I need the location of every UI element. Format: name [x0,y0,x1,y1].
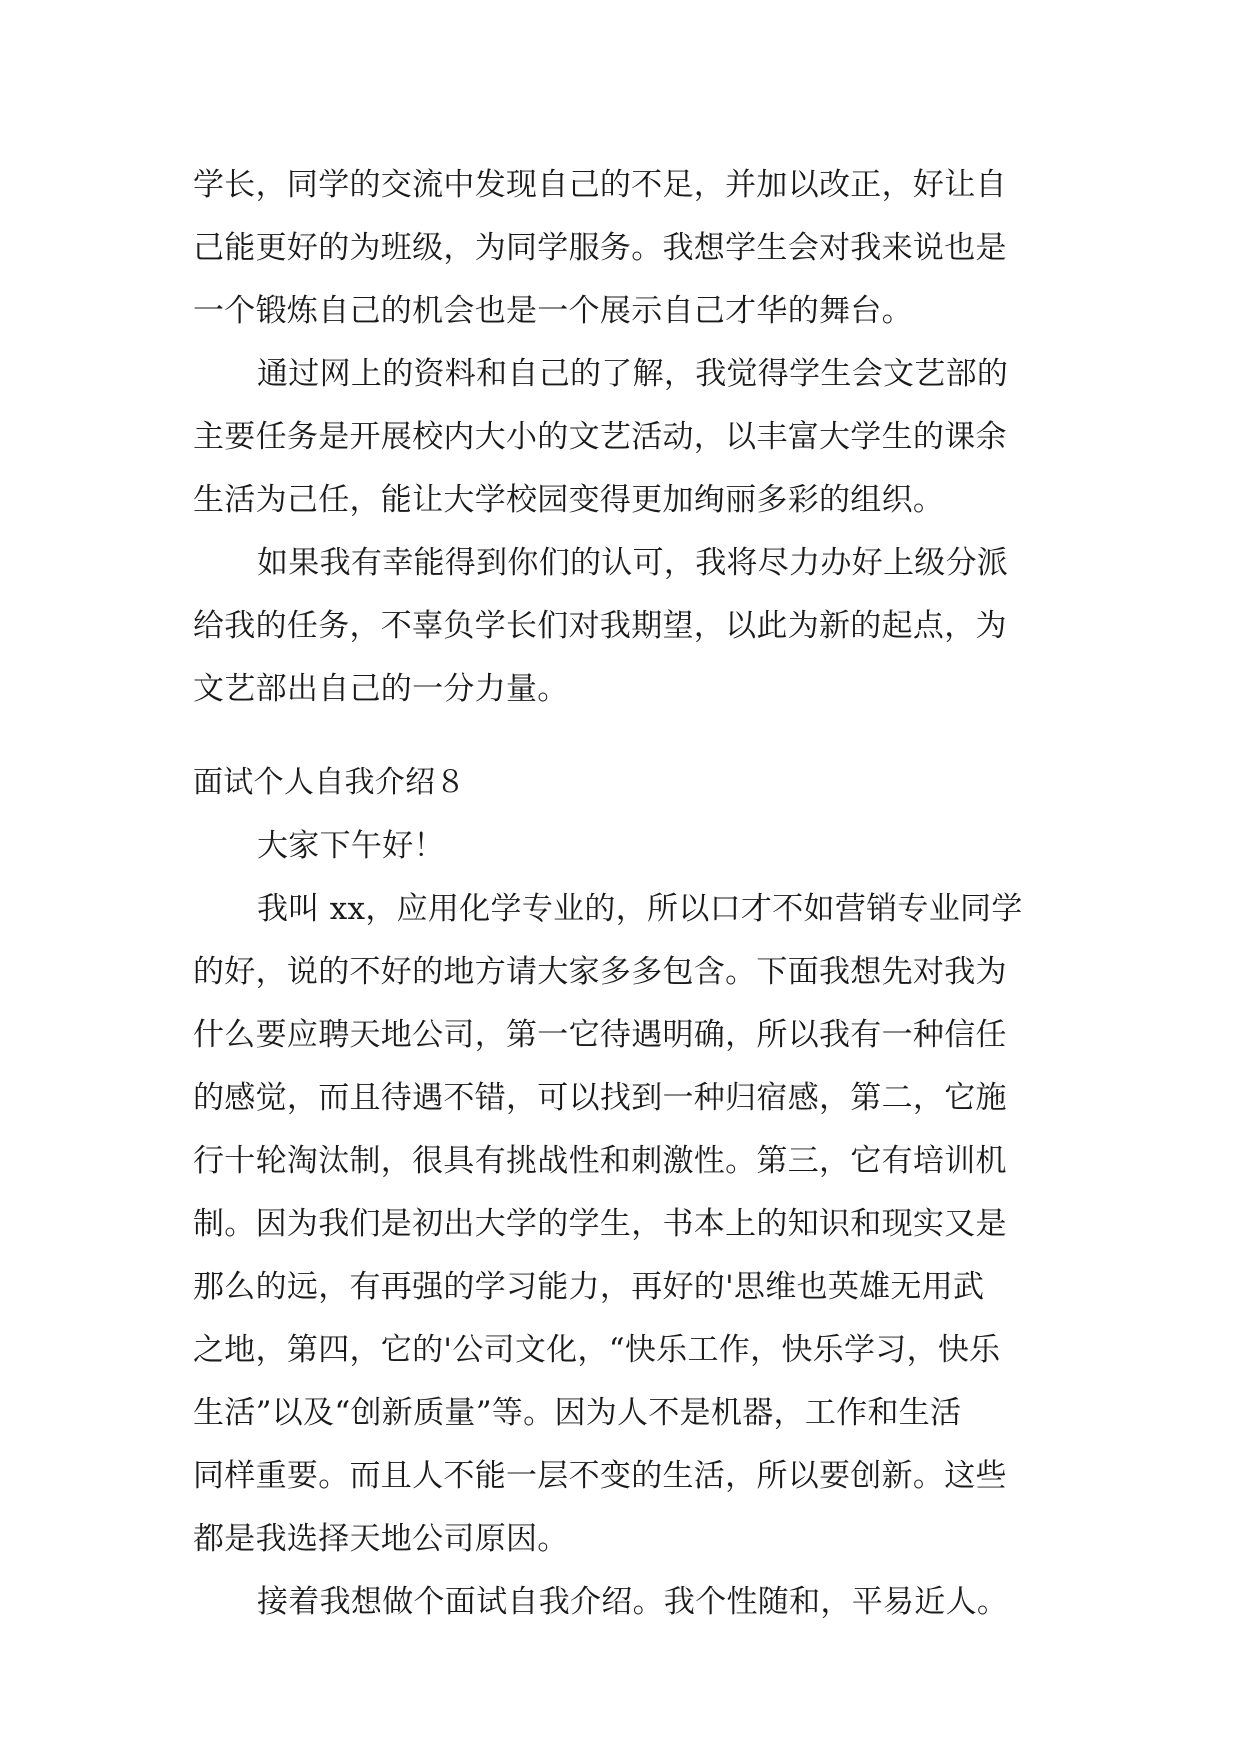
paragraph-line: 一个锻炼自己的机会也是一个展示自己才华的舞台。 [193,293,913,329]
paragraph-line: 都是我选择天地公司原因。 [193,1521,569,1557]
paragraph-line: 那么的远，有再强的学习能力，再好的'思维也英雄无用武 [193,1269,985,1305]
paragraph-line: 我叫 xx，应用化学专业的，所以口才不如营销专业同学 [257,891,1023,927]
paragraph-line: 主要任务是开展校内大小的文艺活动，以丰富大学生的课余 [193,419,1007,455]
paragraph-line: 生活”以及“创新质量”等。因为人不是机器，工作和生活 [193,1395,962,1431]
paragraph-line: 文艺部出自己的一分力量。 [193,671,569,707]
section-heading: 面试个人自我介绍８ [193,765,466,800]
paragraph-line: 己能更好的为班级，为同学服务。我想学生会对我来说也是 [193,230,1007,266]
paragraph-line: 如果我有幸能得到你们的认可，我将尽力办好上级分派 [257,545,1009,581]
paragraph-line: 的感觉，而且待遇不错，可以找到一种归宿感，第二，它施 [193,1080,1007,1116]
paragraph-line: 之地，第四，它的'公司文化，“快乐工作，快乐学习，快乐 [193,1332,1001,1368]
greeting-line: 大家下午好！ [257,828,445,864]
paragraph-line: 什么要应聘天地公司，第一它待遇明确，所以我有一种信任 [193,1017,1007,1053]
paragraph-line: 学长，同学的交流中发现自己的不足，并加以改正，好让自 [193,167,1007,203]
paragraph-line: 的好，说的不好的地方请大家多多包含。下面我想先对我为 [193,954,1007,990]
paragraph-line: 同样重要。而且人不能一层不变的生活，所以要创新。这些 [193,1458,1007,1494]
paragraph-line: 给我的任务，不辜负学长们对我期望，以此为新的起点，为 [193,608,1007,644]
paragraph-line: 生活为己任，能让大学校园变得更加绚丽多彩的组织。 [193,482,945,518]
paragraph-line: 制。因为我们是初出大学的学生，书本上的知识和现实又是 [193,1206,1007,1242]
paragraph-line: 接着我想做个面试自我介绍。我个性随和，平易近人。 [257,1584,1009,1620]
paragraph-line: 行十轮淘汰制，很具有挑战性和刺激性。第三，它有培训机 [193,1143,1007,1179]
paragraph-line: 通过网上的资料和自己的了解，我觉得学生会文艺部的 [257,356,1009,392]
